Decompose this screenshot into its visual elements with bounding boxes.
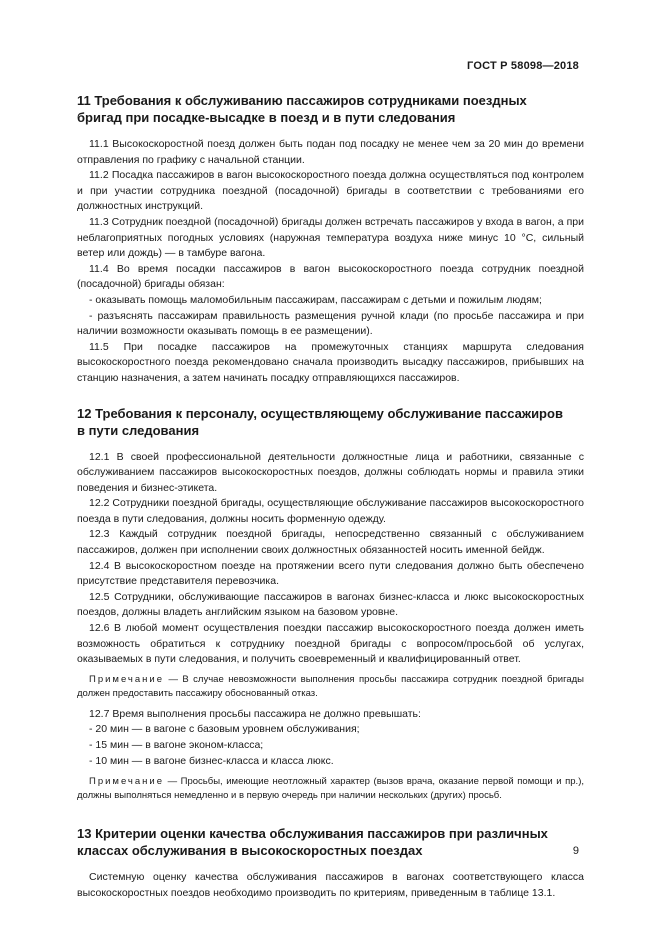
paragraph-11-2-text: 11.2 Посадка пассажиров в вагон высокоскоростного поезда должна осуществляться под контролем и при участии сотрудника поездной (посадочной) бригады в соответствии с требованиями его должностных инструкций. bbox=[77, 169, 584, 213]
list-item bbox=[77, 722, 584, 738]
paragraph-11-2 bbox=[77, 168, 584, 215]
paragraph-12-2 bbox=[77, 496, 584, 527]
note-text: — Просьбы, имеющие неотложный характер (вызов врача, оказание первой помощи и пр.), должны выполняться немедленно и в первую очередь при наличии нескольких (других) просьб. bbox=[77, 776, 584, 802]
document-id-header: ГОСТ Р 58098—2018 bbox=[467, 60, 579, 72]
section-13-title bbox=[77, 825, 584, 859]
list-item-text: - 15 мин — в вагоне эконом-класса; bbox=[89, 739, 264, 751]
list-item-text: - 20 мин — в вагоне с базовым уровнем обслуживания; bbox=[89, 723, 360, 736]
section-11-title-line1: 11 Требования к обслуживанию пассажиров сотрудниками поездных bbox=[77, 93, 527, 108]
paragraph-11-1 bbox=[77, 137, 584, 168]
paragraph-12-3-text: 12.3 Каждый сотрудник поездной бригады, непосредственно связанный с обслуживанием пассажиров, должен при исполнении своих должностных обязанностей носить именной бейдж. bbox=[77, 528, 584, 557]
list-item bbox=[77, 293, 584, 309]
paragraph-12-7 bbox=[77, 707, 584, 723]
note-label: Примечание bbox=[89, 673, 164, 685]
paragraph-12-1-text: 12.1 В своей профессиональной деятельности должностные лица и работники, связанные с обслуживанием пассажиров высокоскоростных поездов, должны соблюдать нормы и правила этики поведения и бизнес-этикета. bbox=[77, 450, 584, 494]
section-13 bbox=[77, 825, 584, 901]
note-12-7 bbox=[77, 775, 584, 803]
paragraph-12-4-text: 12.4 В высокоскоростном поезде на протяжении всего пути следования должно быть обеспечено присутствие представителя перевозчика. bbox=[77, 559, 584, 588]
note-12-6 bbox=[77, 673, 584, 701]
page-content bbox=[77, 92, 584, 901]
paragraph-12-7-text: 12.7 Время выполнения просьбы пассажира не должно превышать: bbox=[89, 707, 421, 720]
paragraph-11-4 bbox=[77, 262, 584, 293]
paragraph-11-1-text: 11.1 Высокоскоростной поезд должен быть подан под посадку не менее чем за 20 мин до времени отправления по графику с начальной станции. bbox=[77, 138, 584, 166]
paragraph-11-4-text: 11.4 Во время посадки пассажиров в вагон высокоскоростного поезда сотрудник поездной (посадочной) бригады обязан: bbox=[77, 262, 584, 291]
paragraph-13-intro bbox=[77, 870, 584, 901]
section-12-title-line2: в пути следования bbox=[77, 422, 200, 438]
section-13-title-line1: 13 Критерии оценки качества обслуживания пассажиров при различных bbox=[77, 826, 548, 842]
paragraph-12-3 bbox=[77, 527, 584, 558]
section-12 bbox=[77, 405, 584, 804]
note-label: Примечание bbox=[89, 776, 164, 788]
paragraph-13-intro-text: Системную оценку качества обслуживания пассажиров в вагонах соответствующего класса высокоскоростных поездов необходимо производить по критериям, приведенным в таблице 13.1. bbox=[77, 871, 584, 899]
paragraph-12-2-text: 12.2 Сотрудники поездной бригады, осуществляющие обслуживание пассажиров высокоскоростного поезда в пути следования, должны носить форменную одежду. bbox=[77, 497, 584, 525]
section-11-title-line2: бригад при посадке-высадке в поезд и в пути следования bbox=[77, 110, 456, 125]
paragraph-12-6 bbox=[77, 621, 584, 668]
section-13-title-line2: классах обслуживания в высокоскоростных поездах bbox=[77, 843, 423, 859]
paragraph-11-5 bbox=[77, 340, 584, 387]
section-12-title bbox=[77, 405, 584, 439]
paragraph-12-6-text: 12.6 В любой момент осуществления поездки пассажир высокоскоростного поезда должен иметь возможность обратиться к сотруднику поездной бригады с вопросом/просьбой об услугах, оказываемых в пути следования, и получить своевременный и квалифицированный ответ. bbox=[77, 622, 584, 666]
list-item bbox=[77, 754, 584, 770]
paragraph-12-1 bbox=[77, 450, 584, 497]
page-number: 9 bbox=[572, 845, 579, 857]
paragraph-11-3 bbox=[77, 215, 584, 262]
list-item bbox=[77, 309, 584, 340]
note-text: — В случае невозможности выполнения просьбы пассажира сотрудник поездной бригады должен предоставить пассажиру обоснованный отказ. bbox=[77, 673, 584, 699]
paragraph-12-4 bbox=[77, 559, 584, 590]
list-item-text: - 10 мин — в вагоне бизнес-класса и класса люкс. bbox=[89, 754, 334, 767]
list-item-text: - разъяснять пассажирам правильность размещения ручной клади (по просьбе пассажира и при наличии возможности оказывать помощь в ее размещении). bbox=[77, 309, 584, 338]
list-item-text: - оказывать помощь маломобильным пассажирам, пассажирам с детьми и пожилым людям; bbox=[89, 293, 542, 306]
paragraph-12-5-text: 12.5 Сотрудники, обслуживающие пассажиров в вагонах бизнес-класса и люкс высокоскоростных поездов, должны владеть английским языком на базовом уровне. bbox=[77, 590, 584, 619]
section-11-title bbox=[77, 92, 584, 126]
paragraph-12-5 bbox=[77, 590, 584, 621]
paragraph-11-3-text: 11.3 Сотрудник поездной (посадочной) бригады должен встречать пассажиров у входа в вагон, а при неблагоприятных погодных условиях (наружная температура воздуха ниже минус 10 °С, сильный ветер или дождь) — в тамбуре вагона. bbox=[77, 215, 584, 260]
list-item bbox=[77, 738, 584, 754]
section-12-title-line1: 12 Требования к персоналу, осуществляющему обслуживание пассажиров bbox=[77, 405, 563, 421]
paragraph-11-5-text: 11.5 При посадке пассажиров на промежуточных станциях маршрута следования высокоскоростного поезда рекомендовано сначала производить высадку пассажиров, прибывших на станцию назначения, а затем начинать посадку отправляющихся пассажиров. bbox=[77, 340, 584, 384]
section-11 bbox=[77, 92, 584, 387]
